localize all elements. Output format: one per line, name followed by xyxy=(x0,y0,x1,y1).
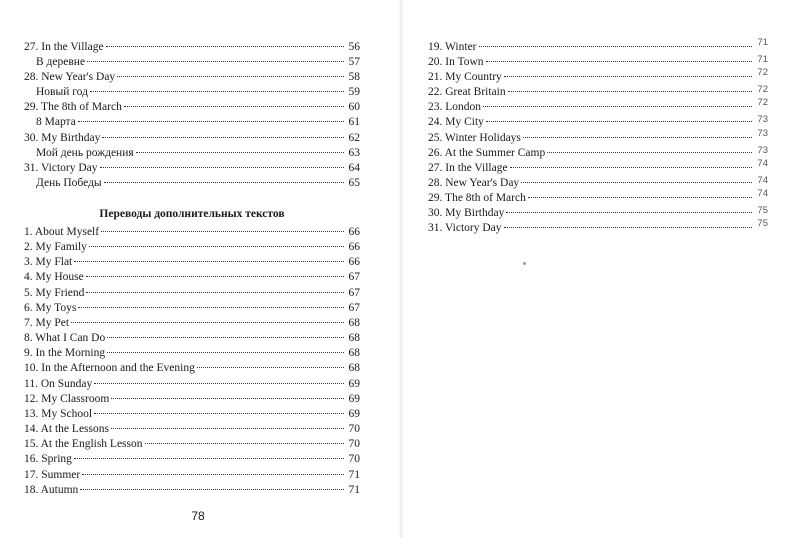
dot-leader xyxy=(111,428,344,429)
toc-entry xyxy=(428,206,768,221)
toc-entry-page: 66 xyxy=(348,256,360,269)
dot-leader xyxy=(486,61,752,62)
dot-leader xyxy=(523,137,752,138)
toc-entry-page: 75 xyxy=(757,218,768,230)
toc-entry-title: 8 Марта xyxy=(36,116,76,129)
toc-entry-title: 15. At the English Lesson xyxy=(24,438,143,451)
dot-leader xyxy=(504,76,752,77)
toc-entry xyxy=(24,483,360,498)
toc-entry xyxy=(24,100,360,115)
toc-entry-title: 28. New Year's Day xyxy=(428,176,520,189)
toc-entry xyxy=(24,437,360,452)
toc-entry-page: 74 xyxy=(757,174,768,186)
toc-entry-title: 7. My Pet xyxy=(24,316,70,329)
toc-entry-title: 17. Summer xyxy=(24,468,81,481)
toc-list-top xyxy=(24,40,360,191)
toc-entry-title: 31. Victory Day xyxy=(24,161,98,174)
toc-entry-title: 6. My Toys xyxy=(24,301,77,314)
toc-entry-title: 2. My Family xyxy=(24,241,87,254)
dot-leader xyxy=(124,106,344,107)
toc-entry-title: 30. My Birthday xyxy=(24,131,101,144)
toc-entry xyxy=(24,361,360,376)
toc-entry-title: 3. My Flat xyxy=(24,256,73,269)
toc-entry xyxy=(24,392,360,407)
toc-entry-page: 59 xyxy=(348,86,360,99)
toc-entry-page: 68 xyxy=(348,332,360,345)
toc-entry-title: 18. Autumn xyxy=(24,483,79,496)
toc-entry-title: 31. Victory Day xyxy=(428,222,502,235)
toc-entry-title: Новый год xyxy=(36,86,88,99)
section-heading: Переводы дополнительных текстов xyxy=(99,208,285,220)
dot-leader xyxy=(528,197,752,198)
toc-entry-title: 19. Winter xyxy=(428,41,477,53)
toc-entry-title: 24. My City xyxy=(428,116,484,129)
dot-leader xyxy=(504,227,752,228)
toc-entry xyxy=(24,40,360,55)
print-speck xyxy=(523,262,526,265)
toc-entry-page: 68 xyxy=(348,362,360,375)
dot-leader xyxy=(87,61,344,62)
toc-entry-page: 69 xyxy=(348,377,360,390)
toc-entry-title: 5. My Friend xyxy=(24,286,85,299)
toc-entry-page: 73 xyxy=(757,114,768,126)
toc-list-translations xyxy=(24,225,360,498)
toc-entry-title: 20. In Town xyxy=(428,56,484,69)
dot-leader xyxy=(145,443,344,444)
toc-entry-page: 75 xyxy=(757,205,768,217)
dot-leader xyxy=(547,152,752,153)
toc-entry-page: 62 xyxy=(348,131,360,144)
dot-leader xyxy=(102,137,344,138)
toc-entry-title: 29. The 8th of March xyxy=(428,191,526,204)
book-gutter xyxy=(398,0,404,538)
toc-entry-page: 70 xyxy=(348,438,360,451)
toc-entry-page: 56 xyxy=(348,41,360,53)
toc-entry xyxy=(24,301,360,316)
toc-entry-title: 29. The 8th of March xyxy=(24,101,122,114)
toc-entry-title: День Победы xyxy=(36,176,102,189)
toc-entry-title: 4. My House xyxy=(24,271,84,284)
dot-leader xyxy=(197,367,344,368)
toc-entry-title: В деревне xyxy=(36,56,86,69)
toc-entry xyxy=(24,161,360,176)
toc-entry xyxy=(24,452,360,467)
dot-leader xyxy=(86,276,344,277)
toc-entry xyxy=(24,55,360,70)
dot-leader xyxy=(74,261,344,262)
toc-entry-title: 27. In the Village xyxy=(24,41,104,53)
dot-leader xyxy=(111,398,344,399)
toc-entry-page: 66 xyxy=(348,226,360,238)
dot-leader xyxy=(71,322,344,323)
toc-entry-page: 66 xyxy=(348,241,360,254)
dot-leader xyxy=(82,474,344,475)
dot-leader xyxy=(104,182,344,183)
toc-entry-title: 14. At the Lessons xyxy=(24,423,109,436)
toc-entry-page: 70 xyxy=(348,423,360,436)
toc-entry-page: 72 xyxy=(757,84,768,96)
dot-leader xyxy=(101,231,344,232)
toc-entry xyxy=(428,187,768,206)
toc-entry-title: 10. In the Afternoon and the Evening xyxy=(24,362,195,375)
toc-entry-page: 67 xyxy=(348,301,360,314)
toc-entry xyxy=(24,225,360,240)
toc-entry-title: 26. At the Summer Camp xyxy=(428,146,546,159)
toc-entry-title: 12. My Classroom xyxy=(24,392,110,405)
dot-leader xyxy=(107,337,344,338)
dot-leader xyxy=(506,212,752,213)
dot-leader xyxy=(106,46,344,47)
toc-entry-title: 25. Winter Holidays xyxy=(428,131,521,144)
toc-entry xyxy=(428,67,768,85)
toc-entry xyxy=(428,176,768,191)
toc-entry-page: 73 xyxy=(757,144,768,156)
toc-entry xyxy=(24,146,360,161)
toc-entry-page: 73 xyxy=(757,127,768,139)
toc-entry-page: 65 xyxy=(348,176,360,189)
toc-entry-page: 67 xyxy=(348,286,360,299)
dot-leader xyxy=(94,383,344,384)
toc-entry-title: 8. What I Can Do xyxy=(24,332,106,345)
dot-leader xyxy=(78,307,344,308)
toc-entry-title: 23. London xyxy=(428,101,482,114)
toc-entry xyxy=(428,85,768,100)
toc-entry xyxy=(24,240,360,255)
toc-entry xyxy=(428,146,768,161)
dot-leader xyxy=(80,489,344,490)
toc-entry-title: 1. About Myself xyxy=(24,226,100,238)
toc-entry-title: 30. My Birthday xyxy=(428,207,505,220)
toc-entry xyxy=(428,55,768,70)
page-number: 78 xyxy=(191,509,205,523)
dot-leader xyxy=(486,121,752,122)
dot-leader xyxy=(74,458,344,459)
toc-entry-page: 64 xyxy=(348,161,360,174)
toc-entry xyxy=(428,37,768,55)
toc-entry-title: Мой день рождения xyxy=(36,146,134,159)
toc-entry-page: 60 xyxy=(348,101,360,114)
toc-entry xyxy=(428,157,768,176)
toc-entry xyxy=(428,115,768,130)
toc-entry xyxy=(428,127,768,146)
toc-entry-page: 63 xyxy=(348,146,360,159)
dot-leader xyxy=(86,292,344,293)
toc-entry-title: 11. On Sunday xyxy=(24,377,93,390)
toc-entry-page: 57 xyxy=(348,56,360,69)
toc-entry-page: 71 xyxy=(348,468,360,481)
toc-entry xyxy=(428,97,768,115)
toc-entry-page: 72 xyxy=(757,67,768,79)
toc-entry-page: 71 xyxy=(348,483,360,496)
toc-entry xyxy=(428,218,768,236)
toc-entry xyxy=(24,316,360,331)
toc-entry-page: 74 xyxy=(757,157,768,169)
toc-list-right xyxy=(428,37,768,236)
toc-entry xyxy=(24,115,360,130)
toc-entry xyxy=(24,407,360,422)
toc-entry xyxy=(24,70,360,85)
dot-leader xyxy=(78,121,344,122)
dot-leader xyxy=(521,182,752,183)
toc-entry xyxy=(24,270,360,285)
toc-entry-page: 58 xyxy=(348,71,360,84)
toc-entry-title: 21. My Country xyxy=(428,71,502,84)
dot-leader xyxy=(479,46,752,47)
toc-entry-page: 71 xyxy=(757,37,768,48)
toc-entry-title: 22. Great Britain xyxy=(428,86,506,99)
toc-entry-page: 72 xyxy=(757,97,768,109)
toc-entry xyxy=(24,346,360,361)
toc-entry-page: 69 xyxy=(348,392,360,405)
dot-leader xyxy=(483,106,752,107)
toc-entry xyxy=(24,468,360,483)
dot-leader xyxy=(94,413,344,414)
dot-leader xyxy=(90,91,344,92)
toc-entry xyxy=(24,422,360,437)
dot-leader xyxy=(510,167,752,168)
toc-entry-page: 68 xyxy=(348,316,360,329)
toc-entry-page: 69 xyxy=(348,407,360,420)
dot-leader xyxy=(89,246,344,247)
toc-entry xyxy=(24,377,360,392)
dot-leader xyxy=(508,91,752,92)
toc-entry xyxy=(24,176,360,191)
toc-entry-title: 13. My School xyxy=(24,407,93,420)
dot-leader xyxy=(136,152,344,153)
toc-entry xyxy=(24,255,360,270)
toc-entry-page: 70 xyxy=(348,453,360,466)
toc-entry-page: 71 xyxy=(757,54,768,66)
toc-entry-page: 68 xyxy=(348,347,360,360)
toc-entry xyxy=(24,131,360,146)
toc-entry xyxy=(24,85,360,100)
toc-entry-title: 27. In the Village xyxy=(428,161,508,174)
toc-entry-page: 74 xyxy=(757,187,768,199)
toc-entry-page: 67 xyxy=(348,271,360,284)
toc-entry xyxy=(24,286,360,301)
dot-leader xyxy=(100,167,344,168)
toc-entry-title: 9. In the Morning xyxy=(24,347,106,360)
toc-entry-page: 61 xyxy=(348,116,360,129)
dot-leader xyxy=(107,352,344,353)
toc-entry xyxy=(24,331,360,346)
dot-leader xyxy=(117,76,344,77)
toc-entry-title: 28. New Year's Day xyxy=(24,71,116,84)
toc-entry-title: 16. Spring xyxy=(24,453,72,466)
